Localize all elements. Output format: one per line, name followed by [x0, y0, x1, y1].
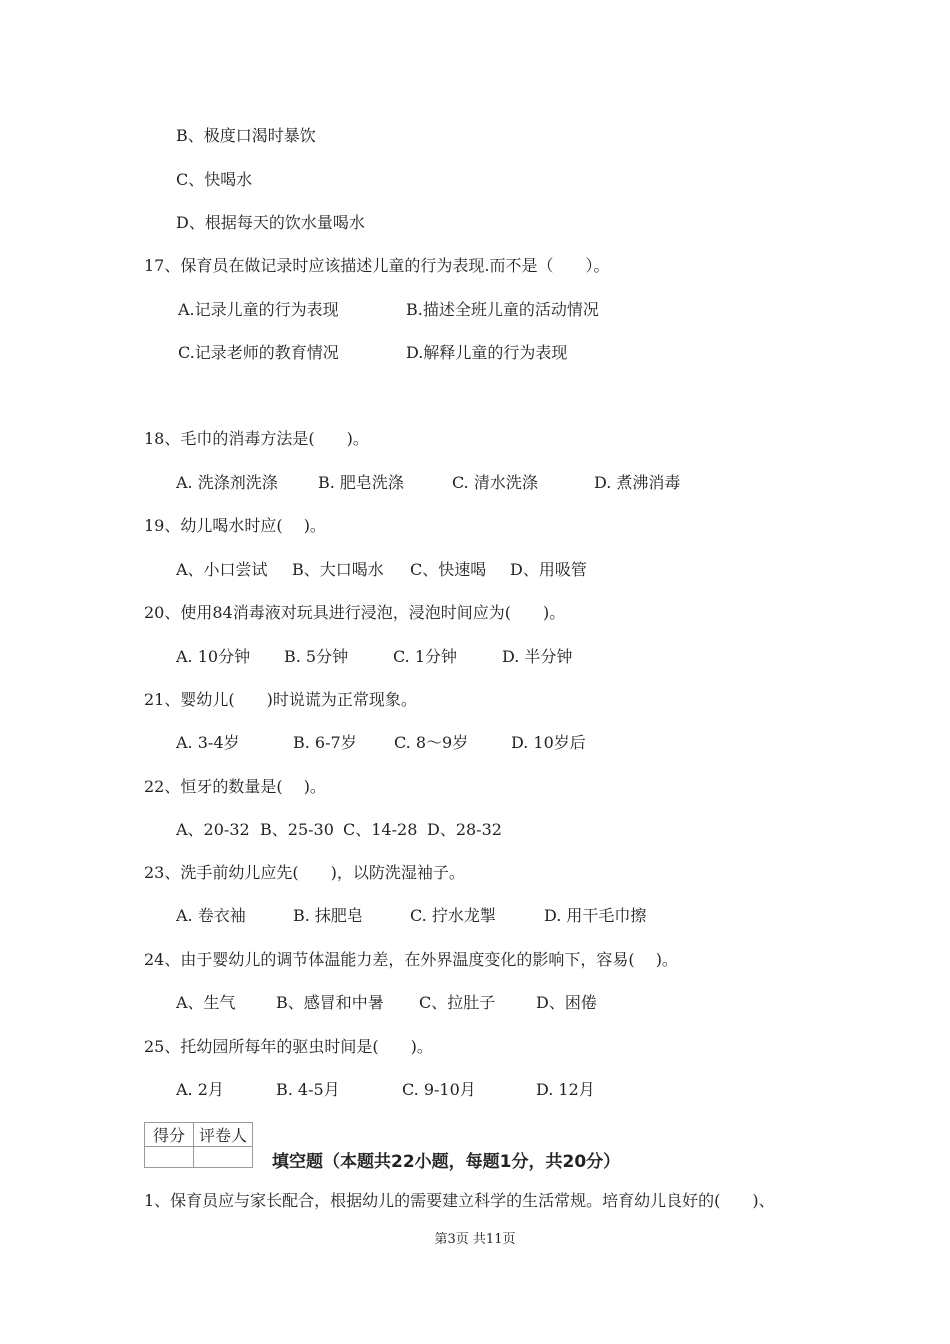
q24-stem: 24、由于婴幼儿的调节体温能力差，在外界温度变化的影响下，容易( )。: [144, 950, 678, 969]
q18-option-b: B. 肥皂洗涤: [318, 473, 404, 492]
q20-option-b: B. 5分钟: [284, 647, 349, 666]
q17-option-a: A.记录儿童的行为表现: [178, 300, 339, 319]
q21-option-a: A. 3-4岁: [176, 733, 240, 752]
q21-stem: 21、婴幼儿( )时说谎为正常现象。: [144, 690, 417, 709]
q19-option-c: C、快速喝: [410, 560, 487, 579]
score-table: [144, 1122, 253, 1168]
q24-option-b: B、感冒和中暑: [276, 993, 384, 1012]
q22-option-a: A、20-32: [176, 820, 250, 839]
q19-option-a: A、小口尝试: [176, 560, 268, 579]
q23-option-b: B. 抹肥皂: [293, 906, 363, 925]
page-footer: 第3页 共11页: [434, 1232, 516, 1247]
q20-option-c: C. 1分钟: [393, 647, 458, 666]
q25-option-a: A. 2月: [176, 1080, 224, 1099]
q22-stem: 22、恒牙的数量是( )。: [144, 777, 326, 796]
q19-option-b: B、大口喝水: [292, 560, 384, 579]
q25-option-c: C. 9-10月: [402, 1080, 476, 1099]
q21-option-d: D. 10岁后: [511, 733, 586, 752]
grader-cell[interactable]: [194, 1147, 253, 1168]
q17-stem: 17、保育员在做记录时应该描述儿童的行为表现.而不是（ ）。: [144, 256, 610, 275]
q21-option-c: C. 8～9岁: [394, 733, 469, 752]
q18-stem: 18、毛巾的消毒方法是( )。: [144, 429, 369, 448]
q23-option-d: D. 用干毛巾擦: [544, 906, 647, 925]
score-cell[interactable]: [145, 1147, 194, 1168]
q16-option-b: B、极度口渴时暴饮: [176, 126, 316, 145]
q17-option-b: B.描述全班儿童的活动情况: [406, 300, 599, 319]
q18-option-c: C. 清水洗涤: [452, 473, 538, 492]
q23-option-c: C. 拧水龙掣: [410, 906, 496, 925]
fill-question-1: 1、保育员应与家长配合，根据幼儿的需要建立科学的生活常规。培育幼儿良好的( )、: [144, 1191, 775, 1210]
q23-option-a: A. 卷衣袖: [176, 906, 246, 925]
q18-option-a: A. 洗涤剂洗涤: [176, 473, 278, 492]
q16-option-c: C、快喝水: [176, 170, 253, 189]
q23-stem: 23、洗手前幼儿应先( )，以防洗湿袖子。: [144, 863, 465, 882]
q19-option-d: D、用吸管: [510, 560, 587, 579]
q20-stem: 20、使用84消毒液对玩具进行浸泡，浸泡时间应为( )。: [144, 603, 566, 622]
q17-option-d: D.解释儿童的行为表现: [406, 343, 568, 362]
q22-option-d: D、28-32: [427, 820, 502, 839]
q20-option-d: D. 半分钟: [502, 647, 573, 666]
q24-option-c: C、拉肚子: [419, 993, 496, 1012]
q18-option-d: D. 煮沸消毒: [594, 473, 681, 492]
q17-option-c: C.记录老师的教育情况: [178, 343, 339, 362]
section-title: 填空题（本题共22小题，每题1分，共20分）: [272, 1152, 621, 1172]
score-label: 得分: [145, 1123, 194, 1147]
q24-option-d: D、困倦: [536, 993, 597, 1012]
q16-option-d: D、根据每天的饮水量喝水: [176, 213, 365, 232]
q21-option-b: B. 6-7岁: [293, 733, 357, 752]
q24-option-a: A、生气: [176, 993, 236, 1012]
q19-stem: 19、幼儿喝水时应( )。: [144, 516, 326, 535]
q20-option-a: A. 10分钟: [176, 647, 251, 666]
q25-option-d: D. 12月: [536, 1080, 595, 1099]
q22-option-c: C、14-28: [343, 820, 418, 839]
q25-option-b: B. 4-5月: [276, 1080, 340, 1099]
q22-option-b: B、25-30: [260, 820, 334, 839]
q25-stem: 25、托幼园所每年的驱虫时间是( )。: [144, 1037, 433, 1056]
grader-label: 评卷人: [194, 1123, 253, 1147]
